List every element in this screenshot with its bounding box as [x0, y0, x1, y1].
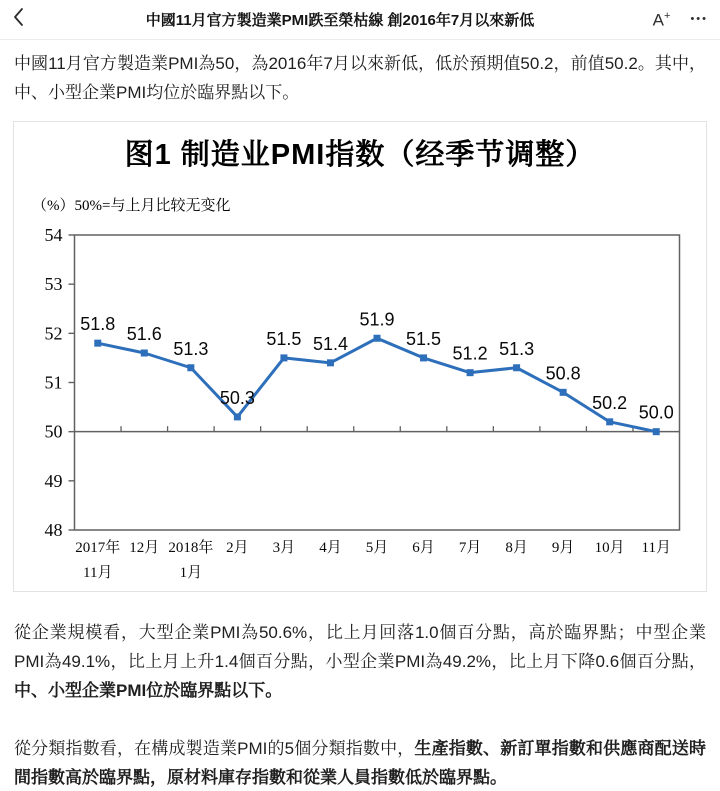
paragraph-text: 從分類指數看，在構成製造業PMI的5個分類指數中，	[14, 739, 415, 758]
svg-text:1月: 1月	[179, 565, 203, 581]
paragraph-enterprise-size	[14, 618, 706, 705]
svg-text:2018年: 2018年	[168, 540, 214, 556]
svg-text:2017年: 2017年	[75, 540, 121, 556]
svg-text:12月: 12月	[129, 540, 160, 556]
svg-text:51.5: 51.5	[266, 328, 302, 349]
svg-text:51.3: 51.3	[499, 338, 535, 359]
svg-text:49: 49	[44, 470, 63, 491]
svg-text:10月: 10月	[594, 540, 625, 556]
svg-text:9月: 9月	[551, 540, 575, 556]
back-button[interactable]	[12, 6, 60, 33]
svg-text:6月: 6月	[412, 540, 435, 556]
article-body	[0, 49, 720, 791]
svg-text:11月: 11月	[641, 540, 671, 556]
svg-text:51.6: 51.6	[126, 324, 162, 344]
navbar	[0, 0, 720, 40]
svg-text:2月: 2月	[226, 540, 249, 556]
paragraph-text: 中國11月官方製造業PMI為50，為2016年7月以來新低，低於預期值50.2，前值50.2。其中，中、小型企業PMI均位於臨界點以下。	[14, 54, 706, 102]
svg-text:52: 52	[44, 323, 63, 344]
svg-text:50.3: 50.3	[219, 387, 255, 408]
svg-text:50: 50	[44, 421, 63, 442]
svg-text:50.2: 50.2	[592, 392, 628, 413]
paragraph-sub-indices	[14, 734, 706, 791]
svg-text:53: 53	[44, 274, 63, 295]
pmi-chart-plot	[14, 122, 708, 593]
svg-text:51.8: 51.8	[80, 314, 116, 335]
svg-text:3月: 3月	[272, 540, 296, 556]
svg-text:5月: 5月	[365, 540, 389, 556]
svg-text:50.8: 50.8	[545, 363, 581, 384]
svg-text:11月: 11月	[83, 565, 113, 581]
svg-text:48: 48	[44, 520, 63, 540]
svg-text:54: 54	[44, 225, 63, 245]
more-menu-icon[interactable]: •••	[690, 13, 708, 25]
page-title: 中國11月官方製造業PMI跌至榮枯線 創2016年7月以來新低	[145, 12, 535, 29]
nav-actions	[620, 11, 708, 29]
svg-text:4月: 4月	[319, 540, 342, 556]
svg-text:51.4: 51.4	[312, 333, 348, 354]
paragraph-text: 從企業規模看，大型企業PMI為50.6%，比上月回落1.0個百分點，高於臨界點；中型企業PMI為49.1%，比上月上升1.4個百分點，小型企業PMI為49.2%，比上月下降0.6個百分點，	[14, 623, 706, 671]
svg-text:51.3: 51.3	[173, 338, 209, 359]
chevron-left-icon	[12, 6, 25, 33]
pmi-chart-figure[interactable]	[13, 121, 707, 592]
paragraph-lead	[14, 49, 706, 107]
svg-text:8月: 8月	[505, 540, 528, 556]
chart-title: 图1 制造业PMI指数（经季节调整）	[124, 139, 596, 171]
paragraph-text-bold: 生產指數、新訂單指數和供應商配送時間指數高於臨界點，原材料庫存指數和從業人員指數低於臨界點。	[14, 739, 706, 787]
svg-text:51.9: 51.9	[359, 309, 395, 330]
svg-text:50.0: 50.0	[638, 402, 674, 423]
svg-text:7月: 7月	[458, 540, 482, 556]
text-size-button[interactable]: A+	[652, 9, 671, 30]
svg-text:51: 51	[44, 372, 63, 393]
chart-note: （%）50%=与上月比较无变化	[32, 198, 231, 214]
svg-text:51.5: 51.5	[406, 328, 442, 349]
paragraph-text-bold: 中、小型企業PMI位於臨界點以下。	[14, 681, 283, 700]
svg-text:51.2: 51.2	[452, 343, 488, 364]
